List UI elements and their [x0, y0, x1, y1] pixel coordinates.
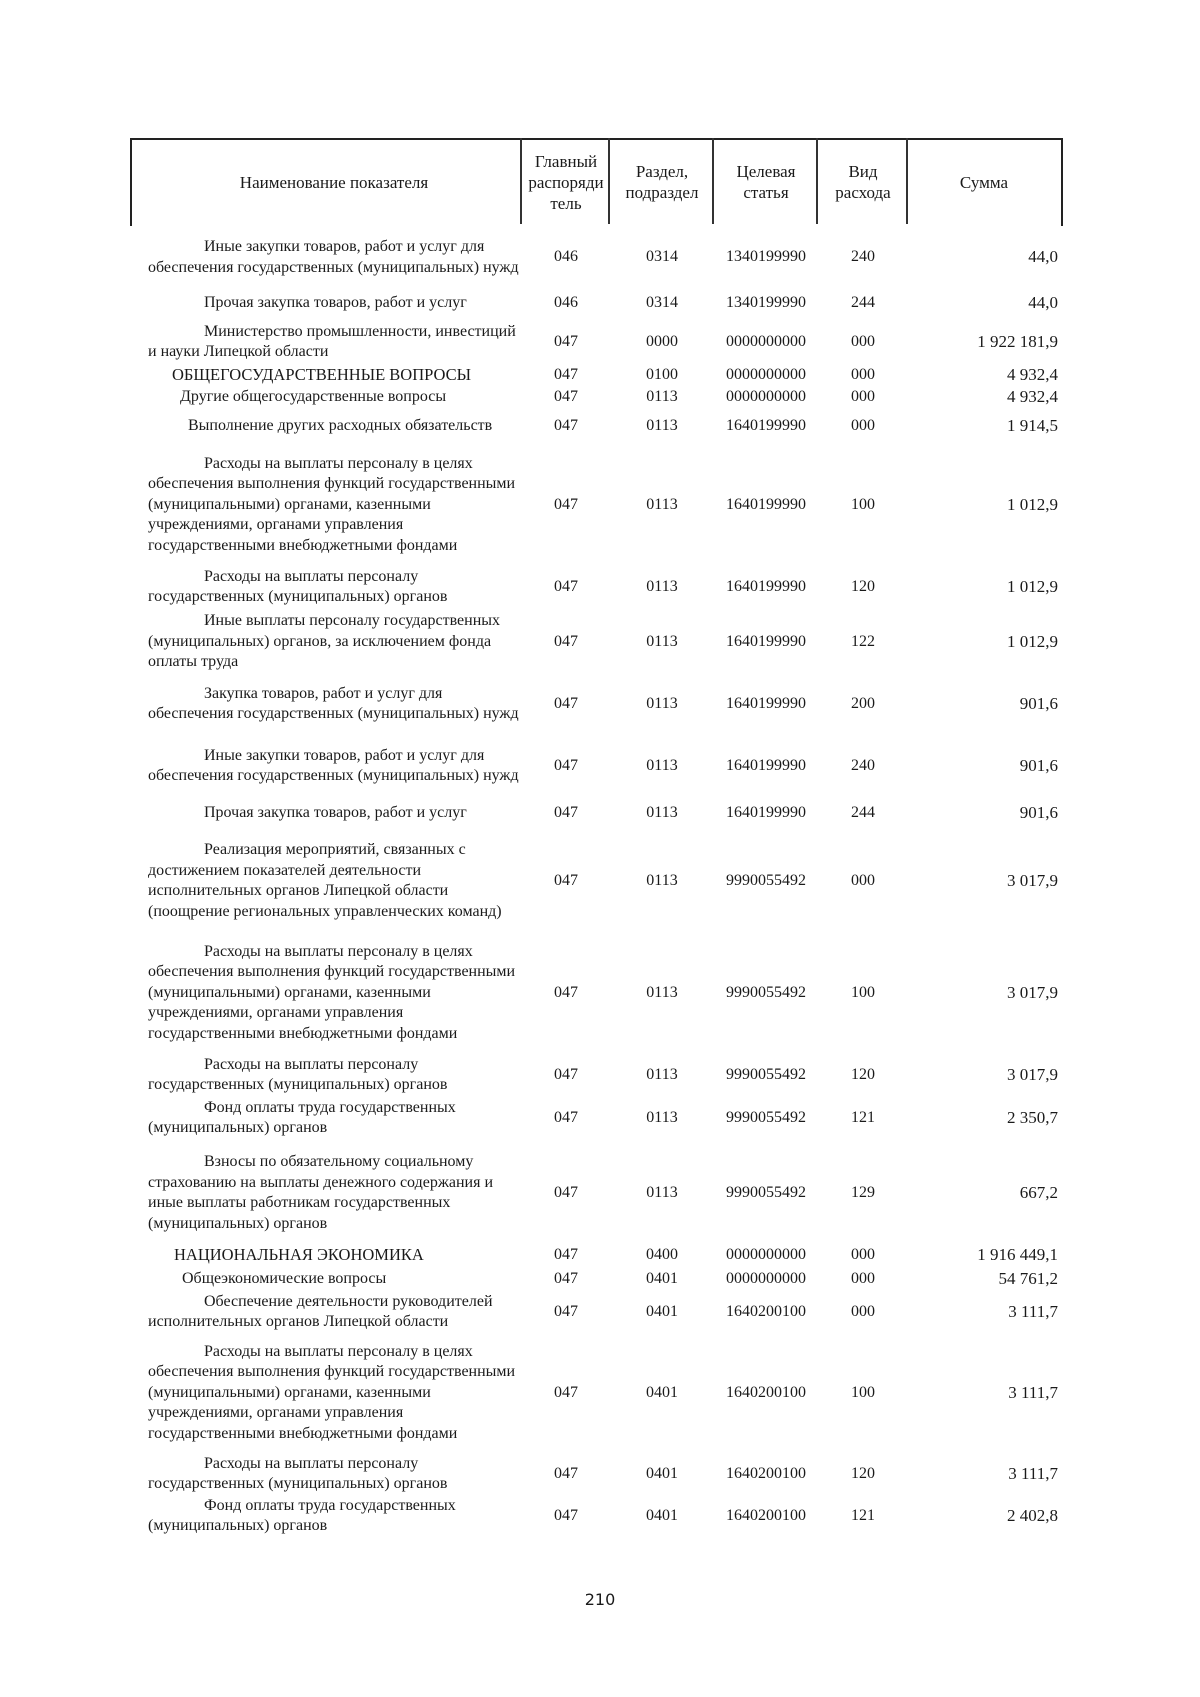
header-name: Наименование показателя	[239, 172, 429, 192]
row-name: Расходы на выплаты персоналу государственных (муниципальных) органов	[148, 567, 448, 605]
row-razdel: 0113	[646, 694, 678, 712]
row-razdel: 0113	[646, 387, 678, 405]
row-razdel: 0401	[646, 1302, 678, 1320]
row-razdel: 0401	[646, 1464, 678, 1482]
header-sum: Сумма	[959, 172, 1009, 192]
row-sum: 901,6	[1019, 693, 1058, 713]
row-cs: 9990055492	[726, 1108, 806, 1126]
row-name: Расходы на выплаты персоналу в целях обеспечения выполнения функций государственными (муниципальными) органами, казенными учреждениями, органами управления государственными внебюджетными фондами	[148, 942, 516, 1042]
row-razdel: 0401	[646, 1269, 678, 1287]
row-vr: 200	[851, 694, 875, 712]
row-razdel: 0113	[646, 416, 678, 434]
row-razdel: 0113	[646, 1108, 678, 1126]
row-grs: 047	[554, 1065, 578, 1083]
row-razdel: 0113	[646, 1065, 678, 1083]
row-vr: 000	[851, 416, 875, 434]
row-name: Взносы по обязательному социальному страхованию на выплаты денежного содержания и иные выплаты работникам государственных (муниципальных) органов	[148, 1153, 494, 1232]
table-row	[0, 1290, 1200, 1334]
row-sum: 3 017,9	[1007, 1064, 1058, 1084]
table-row	[0, 838, 1200, 924]
row-vr: 240	[851, 248, 875, 266]
row-grs: 047	[554, 1245, 578, 1263]
row-grs: 047	[554, 871, 578, 889]
row-sum: 3 111,7	[1008, 1382, 1058, 1402]
row-sum: 901,6	[1019, 802, 1058, 822]
row-sum: 3 017,9	[1007, 982, 1058, 1002]
row-razdel: 0113	[646, 632, 678, 650]
row-cs: 9990055492	[726, 1065, 806, 1083]
row-razdel: 0113	[646, 871, 678, 889]
row-sum: 1 916 449,1	[977, 1244, 1058, 1264]
row-name: Иные выплаты персоналу государственных (муниципальных) органов, за исключением фонда оплаты труда	[148, 612, 501, 671]
header-expense-type: Вид расхода	[835, 162, 891, 202]
row-vr: 000	[851, 1245, 875, 1263]
row-cs: 1640199990	[726, 416, 806, 434]
header-divider	[608, 138, 610, 224]
row-vr: 000	[851, 332, 875, 350]
table-row	[0, 800, 1200, 826]
row-grs: 047	[554, 1269, 578, 1287]
table-row	[0, 364, 1200, 386]
row-grs: 046	[554, 293, 578, 311]
row-grs: 047	[554, 756, 578, 774]
row-sum: 2 350,7	[1007, 1107, 1058, 1127]
header-divider	[816, 138, 818, 224]
row-cs: 1640199990	[726, 495, 806, 513]
row-vr: 000	[851, 1269, 875, 1287]
page-number: 210	[584, 1590, 616, 1609]
row-grs: 046	[554, 248, 578, 266]
row-cs: 9990055492	[726, 1183, 806, 1201]
row-name: Расходы на выплаты персоналу в целях обеспечения выполнения функций государственными (муниципальными) органами, казенными учреждениями, органами управления государственными внебюджетными фондами	[148, 454, 516, 554]
row-grs: 047	[554, 983, 578, 1001]
row-grs: 047	[554, 1506, 578, 1524]
row-sum: 54 761,2	[998, 1268, 1058, 1288]
row-cs: 0000000000	[726, 387, 806, 405]
table-row	[0, 565, 1200, 609]
row-cs: 1640200100	[726, 1383, 806, 1401]
row-grs: 047	[554, 1383, 578, 1401]
row-name: Фонд оплаты труда государственных (муниципальных) органов	[148, 1496, 456, 1534]
table-row	[0, 1243, 1200, 1267]
row-cs: 1640199990	[726, 803, 806, 821]
row-name: Расходы на выплаты персоналу в целях обеспечения выполнения функций государственными (муниципальными) органами, казенными учреждениями, органами управления государственными внебюджетными фондами	[148, 1342, 516, 1442]
row-vr: 129	[851, 1183, 875, 1201]
row-name: Обеспечение деятельности руководителей исполнительных органов Липецкой области	[148, 1292, 493, 1330]
row-sum: 3 111,7	[1008, 1463, 1058, 1483]
row-razdel: 0400	[646, 1245, 678, 1263]
row-sum: 4 932,4	[1007, 386, 1058, 406]
table-row	[0, 672, 1200, 736]
row-cs: 1640200100	[726, 1506, 806, 1524]
row-grs: 047	[554, 1108, 578, 1126]
row-name: Закупка товаров, работ и услуг для обеспечения государственных (муниципальных) нужд	[148, 684, 519, 722]
row-grs: 047	[554, 1302, 578, 1320]
row-name: Реализация мероприятий, связанных с достижением показателей деятельности исполнительных органов Липецкой области (поощрение региональных управленческих команд)	[148, 841, 502, 920]
row-cs: 1640200100	[726, 1464, 806, 1482]
row-razdel: 0113	[646, 803, 678, 821]
row-name: Выполнение других расходных обязательств	[188, 416, 493, 434]
row-name: Прочая закупка товаров, работ и услуг	[204, 293, 467, 311]
row-sum: 1 012,9	[1007, 576, 1058, 596]
row-sum: 901,6	[1019, 755, 1058, 775]
row-vr: 000	[851, 365, 875, 383]
row-vr: 244	[851, 803, 875, 821]
row-cs: 9990055492	[726, 871, 806, 889]
row-sum: 2 402,8	[1007, 1505, 1058, 1525]
table-row	[0, 610, 1200, 674]
header-divider	[520, 138, 522, 224]
row-name: Расходы на выплаты персоналу государственных (муниципальных) органов	[148, 1055, 448, 1093]
row-razdel: 0314	[646, 248, 678, 266]
table-row	[0, 386, 1200, 408]
row-name: Прочая закупка товаров, работ и услуг	[204, 803, 467, 821]
row-name: Другие общегосударственные вопросы	[180, 387, 447, 405]
row-vr: 000	[851, 871, 875, 889]
row-grs: 047	[554, 577, 578, 595]
row-cs: 1640199990	[726, 632, 806, 650]
header-divider	[906, 138, 908, 224]
row-cs: 9990055492	[726, 983, 806, 1001]
row-vr: 100	[851, 983, 875, 1001]
row-name: Фонд оплаты труда государственных (муниципальных) органов	[148, 1098, 456, 1136]
row-name: Иные закупки товаров, работ и услуг для обеспечения государственных (муниципальных) нужд	[148, 746, 519, 784]
row-sum: 3 111,7	[1008, 1301, 1058, 1321]
row-vr: 100	[851, 495, 875, 513]
row-name: ОБЩЕГОСУДАРСТВЕННЫЕ ВОПРОСЫ	[172, 364, 472, 384]
table-row	[0, 1267, 1200, 1291]
row-grs: 047	[554, 416, 578, 434]
row-vr: 121	[851, 1506, 875, 1524]
row-razdel: 0113	[646, 495, 678, 513]
row-cs: 1640200100	[726, 1302, 806, 1320]
row-vr: 244	[851, 293, 875, 311]
row-vr: 000	[851, 1302, 875, 1320]
table-row	[0, 291, 1200, 315]
row-name: Иные закупки товаров, работ и услуг для обеспечения государственных (муниципальных) нужд	[148, 238, 519, 276]
row-vr: 121	[851, 1108, 875, 1126]
row-cs: 0000000000	[726, 1245, 806, 1263]
row-razdel: 0113	[646, 983, 678, 1001]
row-sum: 3 017,9	[1007, 870, 1058, 890]
header-chief-manager: Главный распоряди тель	[528, 151, 604, 213]
row-grs: 047	[554, 1183, 578, 1201]
row-sum: 1 914,5	[1007, 415, 1058, 435]
row-cs: 1640199990	[726, 694, 806, 712]
table-row	[0, 1452, 1200, 1496]
row-vr: 120	[851, 577, 875, 595]
row-grs: 047	[554, 694, 578, 712]
row-name: Расходы на выплаты персоналу государственных (муниципальных) органов	[148, 1454, 448, 1492]
row-vr: 100	[851, 1383, 875, 1401]
row-vr: 120	[851, 1065, 875, 1083]
row-grs: 047	[554, 632, 578, 650]
table-row	[0, 1150, 1200, 1236]
table-row	[0, 1096, 1200, 1140]
table-row	[0, 412, 1200, 440]
row-cs: 0000000000	[726, 1269, 806, 1287]
row-cs: 1340199990	[726, 293, 806, 311]
row-razdel: 0100	[646, 365, 678, 383]
header-divider	[712, 138, 714, 224]
table-row	[0, 940, 1200, 1046]
row-cs: 1640199990	[726, 577, 806, 595]
row-sum: 4 932,4	[1007, 364, 1058, 384]
header-target-item: Целевая статья	[736, 162, 796, 202]
row-sum: 1 012,9	[1007, 631, 1058, 651]
row-cs: 0000000000	[726, 365, 806, 383]
row-cs: 1340199990	[726, 248, 806, 266]
table-row	[0, 734, 1200, 798]
table-row	[0, 1494, 1200, 1538]
row-grs: 047	[554, 1464, 578, 1482]
row-razdel: 0000	[646, 332, 678, 350]
row-razdel: 0113	[646, 756, 678, 774]
table-row	[0, 1053, 1200, 1097]
row-vr: 120	[851, 1464, 875, 1482]
row-sum: 44,0	[1028, 247, 1058, 267]
header-section: Раздел, подраздел	[625, 162, 699, 202]
row-name: Министерство промышленности, инвестиций и науки Липецкой области	[148, 322, 516, 360]
row-grs: 047	[554, 332, 578, 350]
row-sum: 667,2	[1019, 1182, 1058, 1202]
row-sum: 44,0	[1028, 292, 1058, 312]
row-grs: 047	[554, 387, 578, 405]
row-name: Общеэкономические вопросы	[182, 1269, 387, 1287]
row-name: НАЦИОНАЛЬНАЯ ЭКОНОМИКА	[174, 1244, 424, 1264]
row-vr: 240	[851, 756, 875, 774]
table-row	[0, 1340, 1200, 1446]
row-cs: 1640199990	[726, 756, 806, 774]
row-razdel: 0401	[646, 1506, 678, 1524]
row-grs: 047	[554, 365, 578, 383]
table-row	[0, 226, 1200, 289]
row-razdel: 0113	[646, 1183, 678, 1201]
row-grs: 047	[554, 803, 578, 821]
row-razdel: 0113	[646, 577, 678, 595]
row-vr: 122	[851, 632, 875, 650]
row-grs: 047	[554, 495, 578, 513]
table-row	[0, 320, 1200, 364]
row-razdel: 0401	[646, 1383, 678, 1401]
row-cs: 0000000000	[726, 332, 806, 350]
table-row	[0, 452, 1200, 558]
row-sum: 1 922 181,9	[977, 331, 1058, 351]
row-razdel: 0314	[646, 293, 678, 311]
row-vr: 000	[851, 387, 875, 405]
row-sum: 1 012,9	[1007, 494, 1058, 514]
